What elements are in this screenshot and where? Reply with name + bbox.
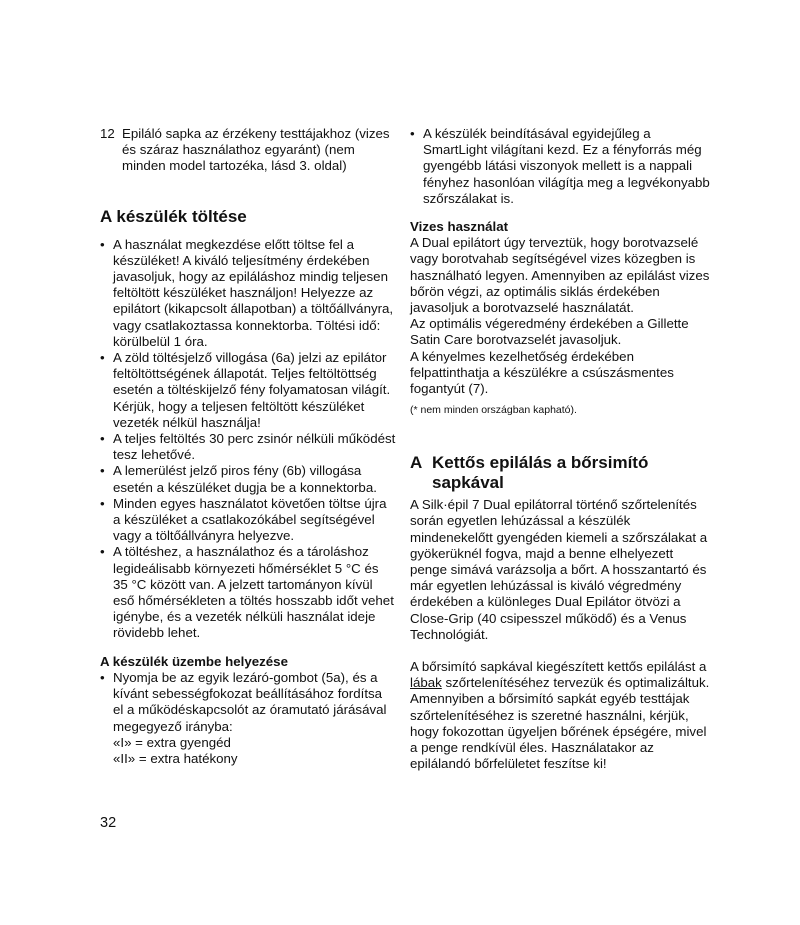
list-item: • A teljes feltöltés 30 perc zsinór nélküli működést tesz lehetővé. bbox=[100, 431, 396, 463]
list-item: • A használat megkezdése előtt töltse fel a készüléket! A kiváló teljesítmény érdekében javasoljuk, hogy az epiláláshoz mindig teljesen feltöltött készüléket használjon! Helyezze az epilátort (kikapcsolt állapotban) a töltőállványra, vagy csatlakoztassa konnektorba. Töltési idő: körülbelül 1 óra. bbox=[100, 237, 396, 350]
right-column bbox=[410, 126, 710, 773]
wet-use-paragraph: Az optimális végeredmény érdekében a Gillette Satin Care borotvazselét javasoljuk. bbox=[410, 316, 689, 348]
operation-heading: A készülék üzembe helyezése bbox=[100, 653, 288, 669]
item-text: Epiláló sapka az érzékeny testtájakhoz (vizes és száraz használathoz egyaránt) (nem minden model tartozéka, lásd 3. oldal) bbox=[122, 126, 390, 174]
list-item: • A zöld töltésjelző villogása (6a) jelzi az epilátor feltöltöttségének állapotát. Teljes feltöltöttség esetén a töltéskijelző fény folyamatosan világít. Kérjük, hogy a teljesen feltöltött készüléket vezeték nélkül használja! bbox=[100, 350, 396, 431]
smartlight-list bbox=[410, 126, 710, 207]
cap-usage-text-end: szőrtelenítéséhez tervezük és optimalizáltuk. Amennyiben a bőrsimító sapkát egyéb testtájak szőrtelenítéséhez is szeretné használni, kérjük, hogy fokozottan ügyeljen bőrének épségére, mivel a penge rendkívül éles. Használatakor az epilálandó bőrfelületet feszítse ki! bbox=[410, 675, 710, 772]
list-item: • A lemerülést jelző piros fény (6b) villogása esetén a készüléket dugja be a konnektorba. bbox=[100, 463, 396, 495]
list-item bbox=[100, 670, 396, 767]
speed-level-1: «I» = extra gyengéd bbox=[113, 734, 231, 750]
wet-use-heading: Vizes használat bbox=[410, 219, 509, 235]
list-item: • A töltéshez, a használathoz és a tároláshoz legideálisabb környezeti hőmérséklet 5 °C és 35 °C között van. A jelzett tartományon kívül eső hőmérsékleten a töltés hosszabb időt vehet igénybe, és a vezeték nélküli használat ideje rövidebb lehet. bbox=[100, 544, 396, 641]
dual-epilation-paragraph: A Silk·épil 7 Dual epilátorral történő szőrtelenítés során egyetlen lehúzással a készülék mindenekelőtt gyengéden kiemeli a szőrszálakat a gyökerüknél fogva, majd a benne elhelyezett penge simává varázsolja a bőrt. A hosszantartó és már egyetlen lehúzással is kiváló végredmény érdekében a különleges Dual Epilátor ötvözi a Close-Grip (40 csipesszel működő) és a Venus Technológiát. bbox=[410, 497, 708, 642]
list-item: • A készülék beindításával egyidejűleg a SmartLight világítani kezd. Ez a fényforrás még gyengébb látási viszonyok mellett is a nappali fényhez hasonlóan világítja meg a legvékonyabb szőrszálakat is. bbox=[410, 126, 710, 207]
cap-usage-text-start: A bőrsimító sapkával kiegészített kettős epilálást a bbox=[410, 659, 707, 675]
legs-underlined: lábak bbox=[410, 675, 442, 691]
wet-use-paragraph: A kényelmes kezelhetőség érdekében felpattinthatja a készülékre a csúszásmentes fogantyút (7). bbox=[410, 348, 674, 397]
availability-note: (* nem minden országban kapható). bbox=[410, 404, 577, 417]
charging-heading: A készülék töltése bbox=[100, 206, 247, 226]
cap-usage-paragraph bbox=[410, 659, 710, 772]
section-title: Kettős epilálás a bőrsimító sapkával bbox=[432, 453, 649, 493]
item-number: 12 bbox=[100, 126, 115, 141]
section-a-heading bbox=[410, 453, 710, 493]
left-column bbox=[100, 126, 396, 767]
list-item-12 bbox=[100, 126, 396, 175]
speed-level-2: «II» = extra hatékony bbox=[113, 750, 238, 766]
operation-list bbox=[100, 670, 396, 767]
charging-list bbox=[100, 237, 396, 642]
page-number: 32 bbox=[100, 815, 117, 831]
wet-use-paragraph: A Dual epilátort úgy terveztük, hogy borotvazselé vagy borotvahab segítségével vizes közegben is használható legyen. Amennyiben az epilálást vizes bőrön végzi, az optimális siklás érdekében javasoljuk a borotvazselé használatát. bbox=[410, 235, 710, 316]
list-item: • Minden egyes használatot követően töltse újra a készüléket a csatlakozókábel segítségével vagy a töltőállványra helyezve. bbox=[100, 496, 396, 545]
operation-instruction: Nyomja be az egyik lezáró-gombot (5a), és a kívánt sebességfokozat beállításához fordítsa el a működéskapcsolót az óramutató járásával megegyező irányba: bbox=[113, 669, 387, 734]
section-letter: A bbox=[410, 453, 423, 473]
